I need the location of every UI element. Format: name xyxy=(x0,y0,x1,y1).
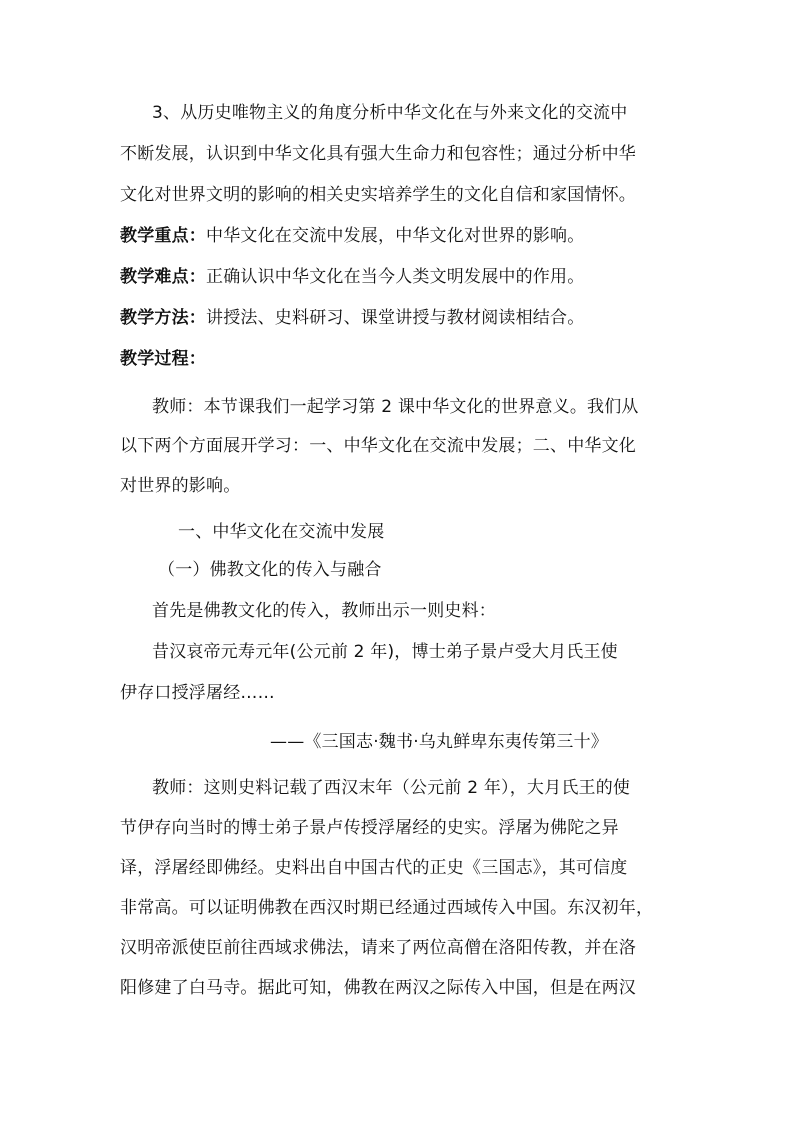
objective-3-line-3: 文化对世界文明的影响的相关史实培养学生的文化自信和家国情怀。 xyxy=(120,185,636,205)
quote-citation: ——《三国志·魏书·乌丸鲜卑东夷传第三十》 xyxy=(270,732,609,752)
quote-line-2: 伊存口授浮屠经…… xyxy=(120,683,275,703)
section-1-intro: 首先是佛教文化的传入，教师出示一则史料： xyxy=(152,601,496,621)
quote-line-1: 昔汉哀帝元寿元年(公元前 2 年)，博士弟子景卢受大月氏王使 xyxy=(152,642,618,662)
teacher-line-2: 节伊存向当时的博士弟子景卢传授浮屠经的史实。浮屠为佛陀之异 xyxy=(120,818,619,838)
process-label: 教学过程： xyxy=(120,349,206,369)
key-points-row xyxy=(120,224,680,248)
teacher-line-4: 非常高。可以证明佛教在西汉时期已经通过西域传入中国。东汉初年， xyxy=(120,898,654,918)
teacher-line-6: 阳修建了白马寺。据此可知，佛教在两汉之际传入中国，但是在两汉 xyxy=(120,978,636,998)
section-1-subheading: （一）佛教文化的传入与融合 xyxy=(158,560,382,580)
intro-line-2: 以下两个方面展开学习：一、中华文化在交流中发展；二、中华文化 xyxy=(120,436,636,456)
key-points-label: 教学重点： xyxy=(120,226,206,246)
intro-line-1: 教师：本节课我们一起学习第 2 课中华文化的世界意义。我们从 xyxy=(152,397,639,417)
objective-3-line-2: 不断发展，认识到中华文化具有强大生命力和包容性；通过分析中华 xyxy=(120,144,636,164)
intro-line-3: 对世界的影响。 xyxy=(120,476,241,496)
difficult-points-text: 正确认识中华文化在当今人类文明发展中的作用。 xyxy=(206,267,585,287)
section-1-heading: 一、中华文化在交流中发展 xyxy=(178,522,385,542)
objective-3-line-1: 3、从历史唯物主义的角度分析中华文化在与外来文化的交流中 xyxy=(152,103,628,123)
methods-row xyxy=(120,306,680,330)
methods-text: 讲授法、史料研习、课堂讲授与教材阅读相结合。 xyxy=(206,308,585,328)
teacher-line-1: 教师：这则史料记载了西汉末年（公元前 2 年），大月氏王的使 xyxy=(152,778,631,798)
teacher-line-5: 汉明帝派使臣前往西域求佛法，请来了两位高僧在洛阳传教，并在洛 xyxy=(120,938,636,958)
difficult-points-label: 教学难点： xyxy=(120,267,206,287)
teacher-line-3: 译，浮屠经即佛经。史料出自中国古代的正史《三国志》，其可信度 xyxy=(120,858,628,878)
key-points-text: 中华文化在交流中发展，中华文化对世界的影响。 xyxy=(206,226,585,246)
methods-label: 教学方法： xyxy=(120,308,206,328)
difficult-points-row xyxy=(120,265,680,289)
